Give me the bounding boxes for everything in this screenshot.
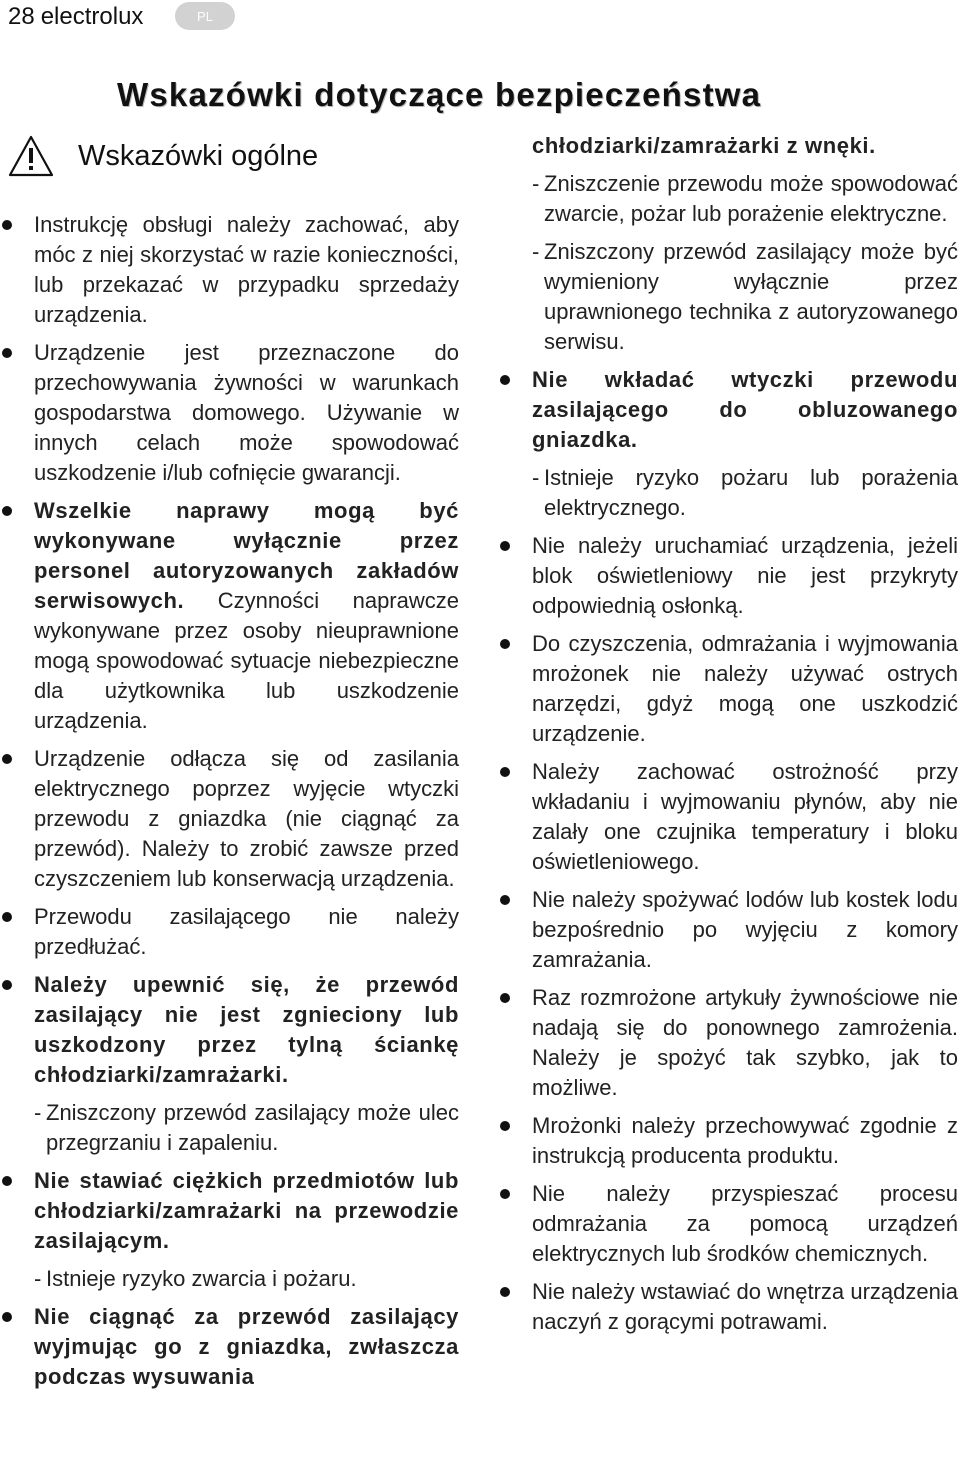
item-text: Urządzenie jest przeznaczone do przechowywania żywności w warunkach gospodarstwa domowego. Używanie w innych celach może spowodować uszkodzenie i/lub cofnięcie gwarancji. <box>34 340 459 485</box>
bullet-list-item <box>0 210 459 330</box>
bullet-list-item <box>0 970 459 1090</box>
bold-text: Wszelkie naprawy mogą być wykonywane wyłącznie przez personel autoryzowanych zakładów serwisowych. <box>34 498 459 613</box>
item-text: Przewodu zasilającego nie należy przedłużać. <box>34 904 459 959</box>
item-text: Istnieje ryzyko pożaru lub porażenia elektrycznego. <box>544 465 958 520</box>
bullet-list-item <box>498 1111 958 1171</box>
page-title: Wskazówki dotyczące bezpieczeństwa <box>117 76 762 113</box>
item-text: Zniszczony przewód zasilający może ulec przegrzaniu i zapaleniu. <box>46 1100 459 1155</box>
section-heading <box>8 134 318 178</box>
bullet-list-item <box>0 902 459 962</box>
dash-marker: - <box>34 1266 42 1291</box>
dash-marker: - <box>532 465 540 490</box>
language-badge: PL <box>175 2 235 30</box>
item-text: Nie należy spożywać lodów lub kostek lodu bezpośrednio po wyjęciu z komory zamrażania. <box>532 887 958 972</box>
dash-list-item <box>498 169 958 229</box>
left-column-list <box>0 210 459 1400</box>
bullet-list-item <box>498 365 958 455</box>
bullet-list-item <box>0 744 459 894</box>
right-column-list <box>498 131 958 1345</box>
item-text: Nie należy przyspieszać procesu odmrażania za pomocą urządzeń elektrycznych lub środków chemicznych. <box>532 1181 958 1266</box>
dash-list-item <box>498 463 958 523</box>
item-text: Do czyszczenia, odmrażania i wyjmowania mrożonek nie należy używać ostrych narzędzi, gdyż mogą one uszkodzić urządzenie. <box>532 631 958 746</box>
bullet-list-item <box>498 1179 958 1269</box>
warning-triangle-icon <box>8 134 54 178</box>
bullet-list-item <box>0 1166 459 1256</box>
bold-text: Nie stawiać ciężkich przedmiotów lub chłodziarki/zamrażarki na przewodzie zasilającym. <box>34 1168 459 1253</box>
bullet-list-item <box>498 629 958 749</box>
dash-list-item <box>498 237 958 357</box>
item-text: Mrożonki należy przechowywać zgodnie z instrukcją producenta produktu. <box>532 1113 958 1168</box>
item-text: Instrukcję obsługi należy zachować, aby móc z niej skorzystać w razie konieczności, lub przekazać w przypadku sprzedaży urządzenia. <box>34 212 459 327</box>
bullet-list-item <box>498 1277 958 1337</box>
dash-list-item <box>0 1098 459 1158</box>
item-text: Istnieje ryzyko zwarcia i pożaru. <box>46 1266 357 1291</box>
item-text: Nie należy uruchamiać urządzenia, jeżeli blok oświetleniowy nie jest przykryty odpowiednią osłonką. <box>532 533 958 618</box>
bullet-list-item <box>498 983 958 1103</box>
item-text: Zniszczenie przewodu może spowodować zwarcie, pożar lub porażenie elektryczne. <box>544 171 958 226</box>
continued-text <box>498 131 958 161</box>
page-header <box>8 2 143 32</box>
item-text: Raz rozmrożone artykuły żywnościowe nie nadają się do ponownego zamrożenia. Należy je spożyć tak szybko, jak to możliwe. <box>532 985 958 1100</box>
bold-text: chłodziarki/zamrażarki z wnęki. <box>532 133 876 158</box>
dash-marker: - <box>34 1100 42 1125</box>
bullet-list-item <box>0 496 459 736</box>
bold-text: Należy upewnić się, że przewód zasilający nie jest zgnieciony lub uszkodzony przez tylną ściankę chłodziarki/zamrażarki. <box>34 972 459 1087</box>
bullet-list-item <box>0 1302 459 1392</box>
bold-text: Nie wkładać wtyczki przewodu zasilającego do obluzowanego gniazdka. <box>532 367 958 452</box>
item-text: Należy zachować ostrożność przy wkładaniu i wyjmowaniu płynów, aby nie zalały one czujnika temperatury i bloku oświetleniowego. <box>532 759 958 874</box>
bullet-list-item <box>498 885 958 975</box>
dash-list-item <box>0 1264 459 1294</box>
bullet-list-item <box>498 531 958 621</box>
item-text: Czynności naprawcze wykonywane przez osoby nieuprawnione mogą spowodować sytuacje niebezpieczne dla użytkownika lub uszkodzenie urządzenia. <box>34 588 459 733</box>
item-text: Zniszczony przewód zasilający może być wymieniony wyłącznie przez uprawnionego technika z autoryzowanego serwisu. <box>544 239 958 354</box>
bold-text: Nie ciągnąć za przewód zasilający wyjmując go z gniazdka, zwłaszcza podczas wysuwania <box>34 1304 459 1389</box>
bullet-list-item <box>498 757 958 877</box>
brand-name: electrolux <box>40 3 144 30</box>
item-text: Nie należy wstawiać do wnętrza urządzenia naczyń z gorącymi potrawami. <box>532 1279 958 1334</box>
item-text: Urządzenie odłącza się od zasilania elektrycznego poprzez wyjęcie wtyczki przewodu z gniazdka (nie ciągnąć za przewód). Należy to zrobić zawsze przed czyszczeniem lub konserwacją urządzenia. <box>34 746 459 891</box>
dash-marker: - <box>532 239 540 264</box>
page-number: 28 <box>8 3 35 30</box>
dash-marker: - <box>532 171 540 196</box>
bullet-list-item <box>0 338 459 488</box>
section-heading-text: Wskazówki ogólne <box>78 139 319 172</box>
